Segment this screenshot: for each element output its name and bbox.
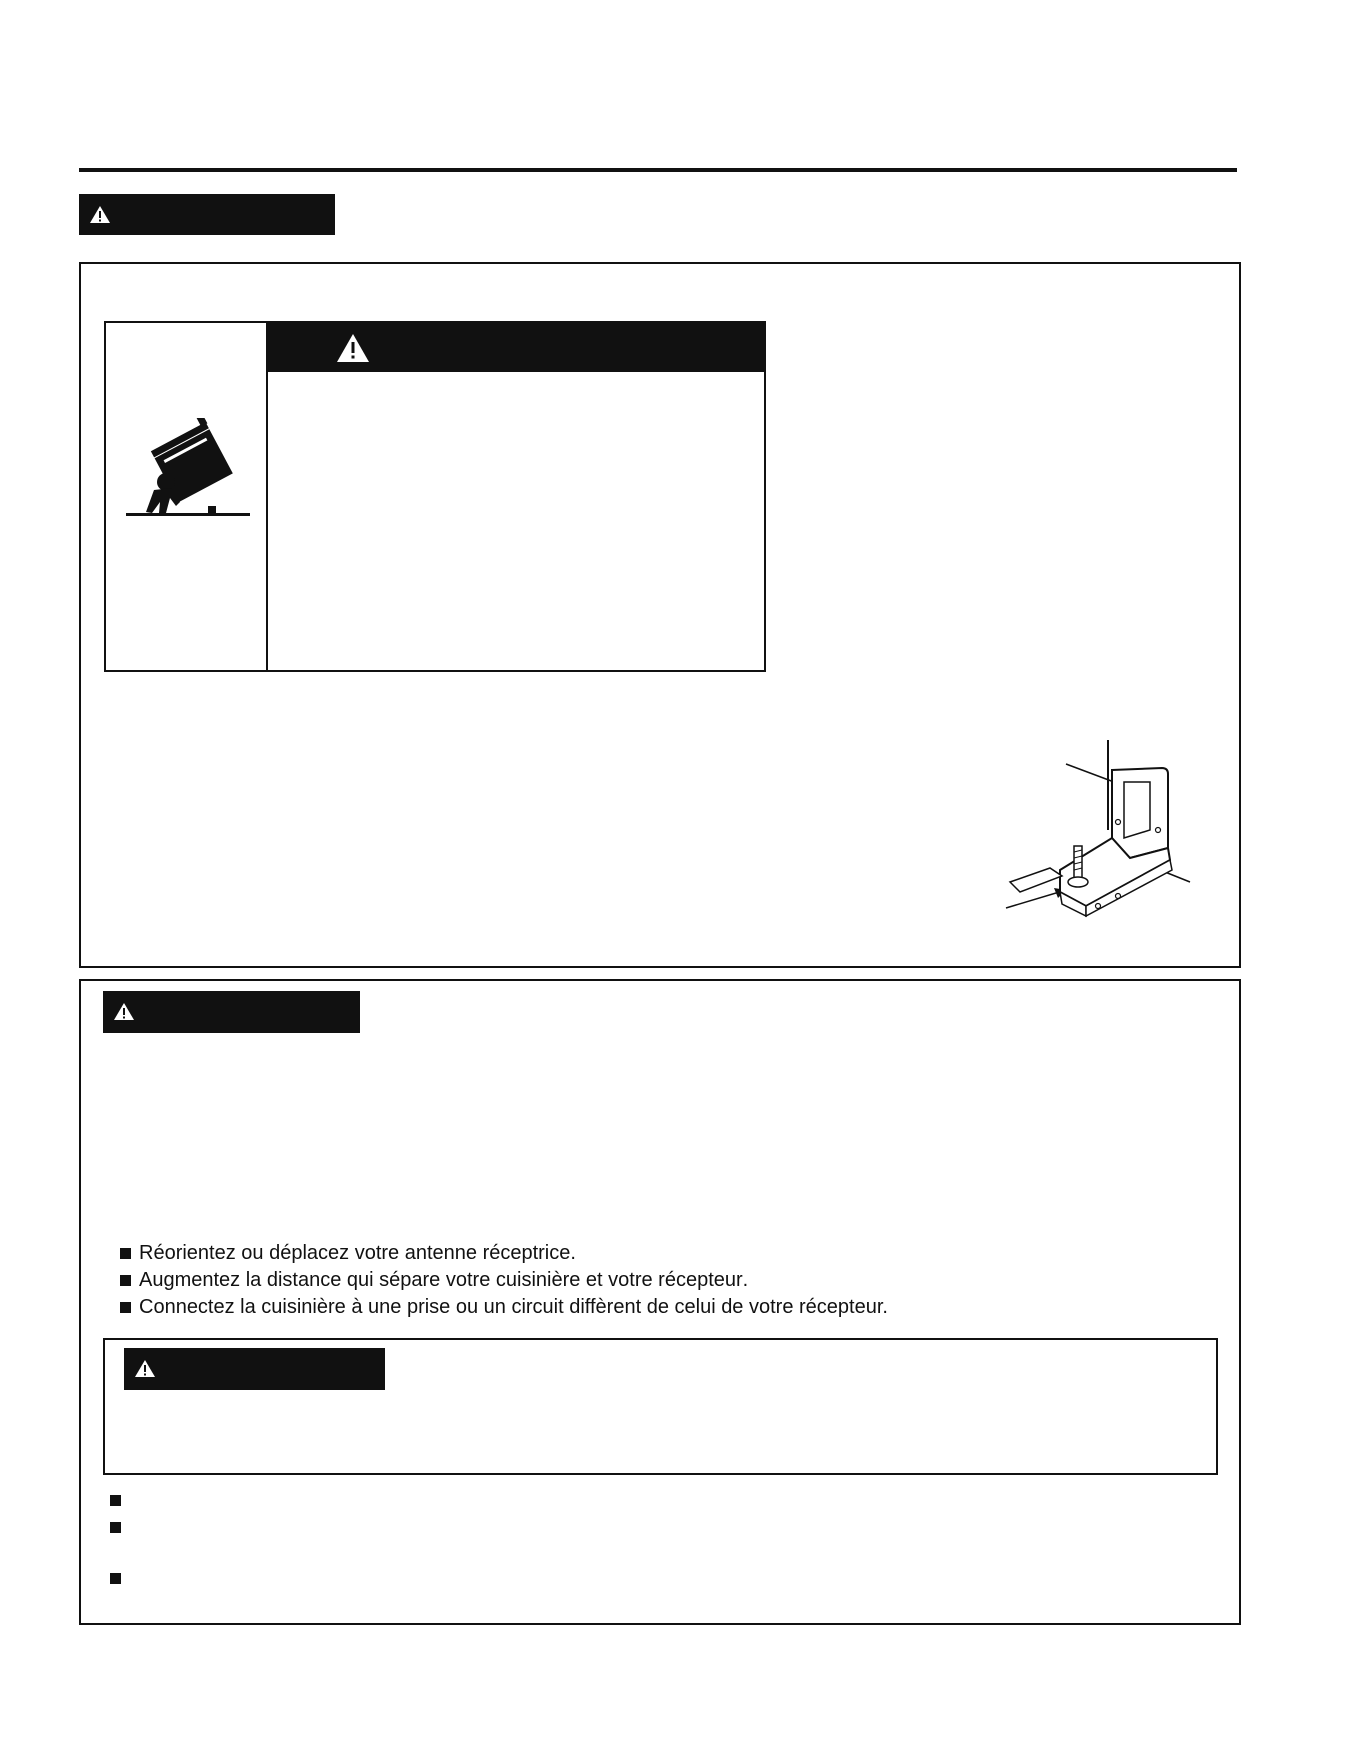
warning-label-caution [124,1348,385,1390]
warning-triangle-icon [113,1002,135,1021]
interference-bullet-list [120,1240,888,1321]
black-square-bullet-icon [110,1522,121,1533]
list-item [120,1267,888,1294]
warning-label-interference [103,991,360,1033]
bullet-text: Connectez la cuisinière à une prise ou un circuit diffèrent de celui de votre récepteur. [139,1296,888,1318]
black-square-bullet-icon [120,1275,131,1286]
black-square-bullet-icon [120,1248,131,1259]
black-square-bullet-icon [110,1495,121,1506]
panel-divider [266,323,268,670]
black-square-bullet-icon [110,1573,121,1584]
header-rule [79,168,1237,172]
bullet-period: . [742,1269,749,1291]
bullet-text: Augmentez la distance qui sépare votre cuisinière et votre récepteur [139,1269,743,1291]
warning-label-top [79,194,335,235]
tip-over-warning-panel [104,321,766,672]
warning-triangle-icon [336,333,370,363]
list-item [120,1294,888,1321]
tipping-range-child-icon [126,418,251,518]
warning-triangle-icon [89,205,111,224]
black-square-bullet-icon [120,1302,131,1313]
list-item [120,1240,888,1267]
anti-tip-bracket-illustration [990,730,1200,930]
bullet-text: Réorientez ou déplacez votre antenne réceptrice. [139,1242,576,1264]
warning-triangle-icon [134,1359,156,1378]
warning-header-bar [268,323,764,372]
